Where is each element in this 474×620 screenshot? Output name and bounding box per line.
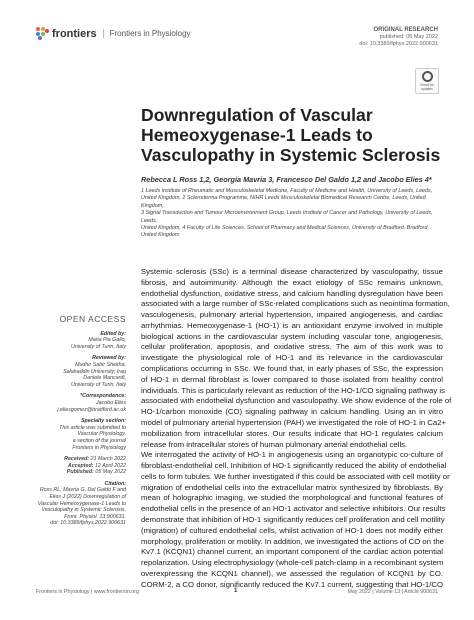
abstract-line: of HO-1 in dermal fibroblast is lower compared to those isolated from healthy control bbox=[141, 374, 443, 384]
reviewed-by-label: Reviewed by: bbox=[92, 355, 126, 362]
citation-line: Front. Physiol. 13:900631. bbox=[64, 513, 126, 520]
abstract-line: demonstrate that inhibition of HO-1 significantly reduces cell proliferation and cell motility bbox=[141, 514, 445, 524]
received-row bbox=[36, 456, 126, 463]
published-date: published: 05 May 2022 bbox=[379, 34, 438, 40]
article-title bbox=[141, 105, 441, 165]
abstract-line: individuals. This is particularly relevant as reduction of the HO-1/CO signaling pathway is bbox=[141, 385, 445, 395]
citation-label: Citation: bbox=[104, 480, 126, 487]
citation-line: Elies J (2022) Downregulation of bbox=[49, 494, 126, 501]
author-list: Rebecca L Ross 1,2, Georgia Mavria 3, Francesco Del Galdo 1,2 and Jacobo Elies 4* bbox=[141, 175, 432, 184]
edited-by-label: Edited by: bbox=[100, 330, 126, 337]
title-line: Hemeoxygenase-1 Leads to bbox=[141, 125, 373, 145]
correspondent-email[interactable]: j.eliesgomez@bradford.ac.uk bbox=[57, 406, 126, 413]
affiliations bbox=[141, 188, 441, 240]
abstract-line: fibroblast-endothelial cell. Inhibition of HO-1 significantly reduced the ability of endothelial bbox=[141, 461, 447, 471]
reviewer-affiliation: Salahaddin University, Iraq bbox=[63, 368, 126, 375]
abstract-line: cellular proliferation, apoptosis, and oxidative stress. The aim of this work was to bbox=[141, 342, 443, 352]
published-label: Published: bbox=[66, 469, 94, 476]
abstract-line: complications occurring in SSc. We found that, in early phases of SSc, the expression bbox=[141, 364, 443, 374]
editor-name[interactable]: Maria Pia Gallo, bbox=[88, 337, 126, 344]
received-label: Received: bbox=[64, 456, 90, 463]
abstract-line: associated with a large number of SSc-related complications such as neointima formation, bbox=[141, 299, 450, 309]
accepted-date: 12 April 2022 bbox=[94, 462, 126, 469]
abstract-line: CORM-2, a CO donor, significantly reduced the Kv7.1 current, suggesting that HO-1/CO bbox=[141, 579, 443, 589]
edited-by-block bbox=[36, 331, 126, 351]
published-date-sidebar: 05 May 2022 bbox=[95, 469, 126, 476]
abstract-line: overexpressing the KCQN1 channel), we assessed the regulation of KCQN1 by CO. bbox=[141, 568, 443, 578]
title-line: Downregulation of Vascular bbox=[141, 105, 373, 125]
reviewer-name[interactable]: Mudhir Sabir Shekha, bbox=[75, 361, 126, 368]
article-meta bbox=[359, 27, 438, 48]
check-updates-label: Check for updates bbox=[420, 83, 434, 91]
update-circle-icon bbox=[422, 71, 433, 82]
abstract-line: endothelial dysfunction, oxidative stress, and calcium handling dysregulation have been bbox=[141, 288, 443, 298]
abstract-line: investigate the physiological role of HO-1 and its relevance in the cardiovascular bbox=[141, 353, 443, 363]
reviewer-name[interactable]: Daniele Mancardi, bbox=[83, 375, 126, 382]
abstract-line: biological actions in the cardiovascular system including vascular tone, angiogenesis, bbox=[141, 331, 443, 341]
abstract-line: (migration) of cultured endothelial cells, whilst activation of HO-1 does not modify either bbox=[141, 525, 443, 535]
article-sidebar bbox=[36, 316, 126, 532]
correspondence-label: *Correspondence: bbox=[80, 393, 126, 400]
abstract-line: release from intracellular stores of human pulmonary arterial endothelial cells. bbox=[141, 439, 408, 449]
journal-name[interactable]: Frontiers in Physiology bbox=[103, 29, 191, 38]
article-type: ORIGINAL RESEARCH bbox=[373, 27, 438, 33]
specialty-line: This article was submitted to bbox=[59, 424, 126, 431]
published-row bbox=[36, 469, 126, 476]
affiliation-line: 1 Leeds Institute of Rheumatic and Musculoskeletal Medicine, Faculty of Medicine and Health, University of Leeds, Leeds, bbox=[141, 188, 433, 194]
open-access-label: OPEN ACCESS bbox=[59, 314, 126, 324]
page-number: 1 bbox=[234, 588, 238, 594]
abstract-line: Kv7.1 (KCQN1) channel current, an important component of the cardiac action potential bbox=[141, 547, 443, 557]
received-date: 21 March 2022 bbox=[90, 456, 126, 463]
specialty-line: a section of the journal bbox=[72, 437, 126, 444]
abstract bbox=[141, 267, 452, 590]
title-line: Vasculopathy in Systemic Sclerosis bbox=[141, 145, 441, 165]
abstract-line: arrhythmias. Hemeoxygenase-1 (HO-1) is an antioxidant enzyme involved in multiple bbox=[141, 320, 443, 330]
abstract-line: vasculogenesis, pulmonary arterial hypertension, impaired angiogenesis, and cardiac bbox=[141, 310, 443, 320]
specialty-line: Frontiers in Physiology bbox=[72, 444, 126, 451]
check-for-updates-button[interactable] bbox=[415, 68, 439, 94]
abstract-line: fibrosis, and autoimmunity. Although the exact etiology of SSc remains unknown, bbox=[141, 277, 443, 287]
abstract-line: We interrogated the activity of HO-1 in angiogenesis using an organotypic co-culture of bbox=[141, 450, 443, 460]
accepted-label: Accepted: bbox=[67, 462, 94, 469]
affiliation-line: United Kingdom, 4 Faculty of Life Sciences, School of Pharmacy and Medical Sciences, University of Bradford, Bradford, United Kingdom bbox=[141, 225, 429, 239]
footer-volume-info: May 2022 | Volume 13 | Article 900631 bbox=[347, 589, 438, 595]
citation-line: Ross RL, Mavria G, Del Galdo F and bbox=[39, 487, 126, 494]
citation-doi[interactable]: doi: 10.3389/fphys.2022.900631 bbox=[50, 520, 126, 527]
frontiers-logo-icon bbox=[36, 27, 49, 40]
abstract-line: model of pulmonary arterial hypertension (PAH) we investigated the role of HO-1 in Ca2+ bbox=[141, 417, 447, 427]
doi-link[interactable]: doi: 10.3389/fphys.2022.900631 bbox=[359, 41, 438, 47]
correspondent-name: Jacobo Elies bbox=[95, 399, 126, 406]
editor-affiliation: University of Turin, Italy bbox=[71, 343, 126, 350]
abstract-line: Systemic sclerosis (SSc) is a terminal disease characterized by vasculopathy, tissue bbox=[141, 267, 443, 276]
affiliation-line: United Kingdom, 2 Scleroderma Programme, NIHR Leeds Musculoskeletal Biomedical Research Centre, Leeds, United Kingdom, bbox=[141, 195, 426, 209]
specialty-label: Specialty section: bbox=[80, 418, 126, 425]
abstract-line: HO-1/carbon monoxide (CO) signaling pathway in calcium handling. Using an in vitro bbox=[141, 407, 443, 417]
accepted-row bbox=[36, 463, 126, 470]
frontiers-logo[interactable] bbox=[36, 27, 191, 40]
specialty-line: Vascular Physiology, bbox=[77, 431, 126, 438]
abstract-line: migration of endothelial cells into the extracellular matrix synthesized by fibroblasts. By bbox=[141, 482, 443, 492]
citation-block bbox=[36, 481, 126, 527]
dates-block bbox=[36, 456, 126, 476]
affiliation-line: 3 Signal Transduction and Tumour Microenvironment Group, Leeds Institute of Cancer and Pathology, University of Leeds, Leeds, bbox=[141, 210, 433, 224]
correspondence-block bbox=[36, 393, 126, 413]
abstract-line: repolarization. Using electrophysiology (whole-cell patch-clamp in a recombinant system bbox=[141, 558, 444, 568]
abstract-line: mean of holographic imaging, we studied the morphological and functional features of bbox=[141, 493, 443, 503]
reviewed-by-block bbox=[36, 355, 126, 388]
brand-name: frontiers bbox=[52, 27, 97, 40]
footer-journal-link[interactable]: Frontiers in Physiology | www.frontiersin.org bbox=[36, 589, 139, 595]
citation-line: Vasculopathy in Systemic Sclerosis. bbox=[41, 507, 126, 514]
specialty-block bbox=[36, 418, 126, 451]
citation-line: Vascular Hemeoxygenase-1 Leads to bbox=[37, 500, 126, 507]
abstract-line: associated with endothelial dysfunction and vasculopathy. We show evidence of the role of bbox=[141, 396, 452, 406]
abstract-line: mobilization from intracellular stores. Our results indicate that HO-1 regulates calcium bbox=[141, 428, 443, 438]
abstract-line: cells to form tubules. We further investigated if this could be associated with cell motility or bbox=[141, 471, 450, 481]
reviewer-affiliation: University of Turin, Italy bbox=[71, 381, 126, 388]
abstract-line: endothelial cells in the presence of an HO-1 activator and selective inhibitors. Our results bbox=[141, 504, 446, 514]
abstract-line: morphology, proliferation or motility. In addition, we investigated the actions of CO on the bbox=[141, 536, 444, 546]
